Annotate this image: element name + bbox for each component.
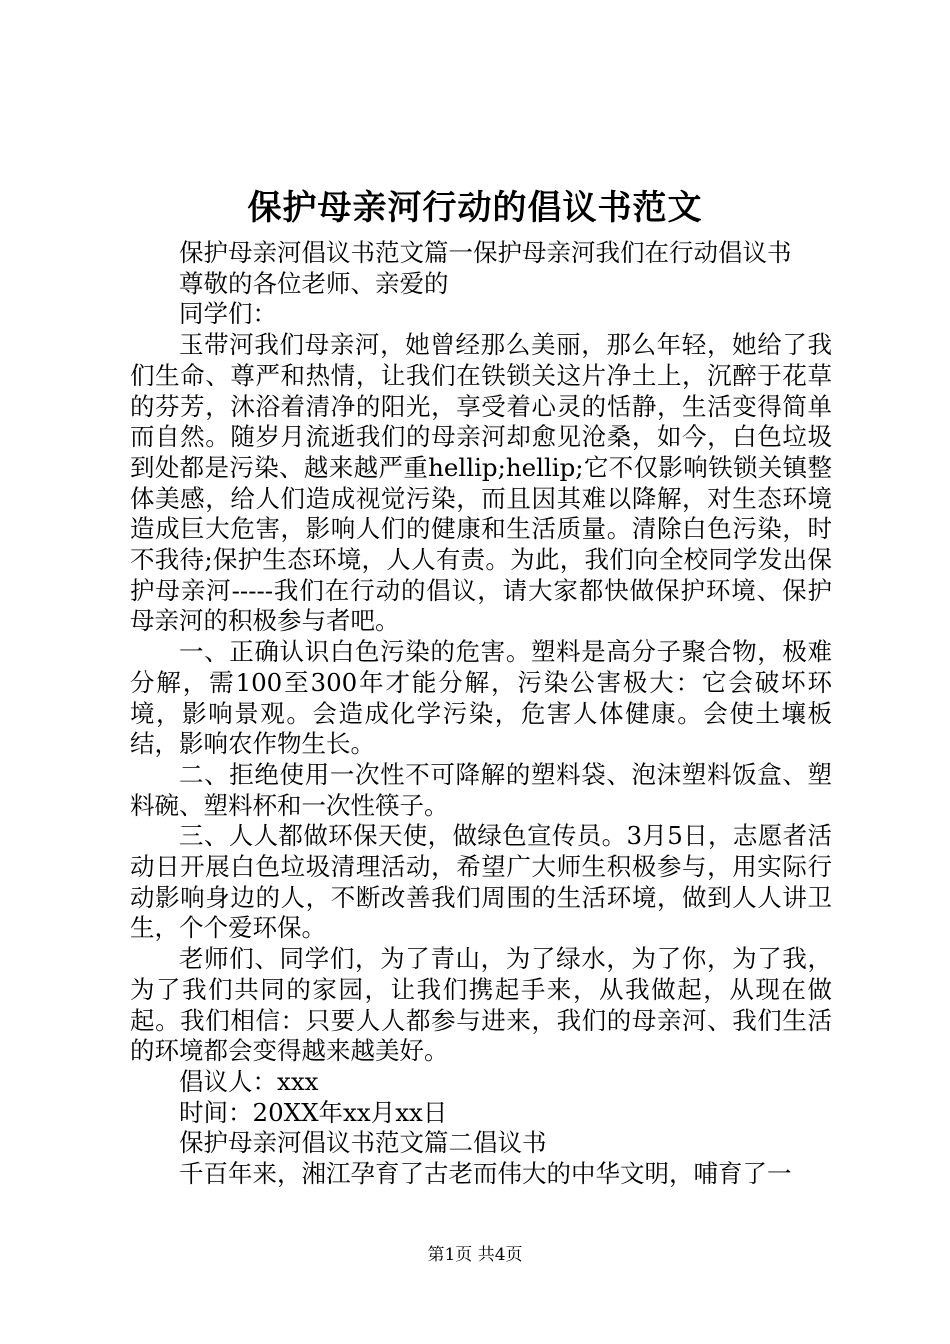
paragraph-section-2-body: 千百年来，湘江孕育了古老而伟大的中华文明，哺育了一: [179, 1159, 792, 1189]
paragraph-date: 时间：20XX年xx月xx日: [179, 1097, 448, 1127]
paragraph-point-3: 三、人人都做环保天使，做绿色宣传员。3月5日，志愿者活动日开展白色垃圾清理活动，希望广大师生积极参与，用实际行动影响身边的人，不断改善我们周围的生活环境，做到人人讲卫生，个个爱环保。: [130, 821, 832, 943]
page-footer: 第1页 共4页: [427, 1245, 523, 1265]
paragraph-point-1: 一、正确认识白色污染的危害。塑料是高分子聚合物，极难分解，需100至300年才能分解，污染公害极大：它会破坏环境，影响景观。会造成化学污染，危害人体健康。会使土壤板结，影响农作物生长。: [130, 637, 832, 759]
paragraph-salutation-2: 同学们：: [179, 299, 277, 329]
paragraph-signer: 倡议人：xxx: [179, 1066, 319, 1096]
paragraph-intro: 保护母亲河倡议书范文篇一保护母亲河我们在行动倡议书: [179, 238, 792, 267]
paragraph-point-2: 二、拒绝使用一次性不可降解的塑料袋、泡沫塑料饭盒、塑料碗、塑料杯和一次性筷子。: [130, 759, 832, 820]
document-body: [130, 238, 832, 1190]
paragraph-salutation: 尊敬的各位老师、亲爱的: [179, 268, 449, 298]
paragraph-closing: 老师们、同学们，为了青山，为了绿水，为了你，为了我，为了我们共同的家园，让我们携起手来，从我做起，从现在做起。我们相信：只要人人都参与进来，我们的母亲河、我们生活的环境都会变得越来越美好。: [130, 944, 832, 1066]
paragraph-body-1: 玉带河我们母亲河，她曾经那么美丽，那么年轻，她给了我们生命、尊严和热情，让我们在铁锁关这片净土上，沉醉于花草的芬芳，沐浴着清净的阳光，享受着心灵的恬静，生活变得简单而自然。随岁月流逝我们的母亲河却愈见沧桑，如今，白色垃圾到处都是污染、越来越严重hellip;hellip;它不仅影响铁锁关镇整体美感，给人们造成视觉污染，而且因其难以降解，对生态环境造成巨大危害，影响人们的健康和生活质量。清除白色污染，时不我待;保护生态环境，人人有责。为此，我们向全校同学发出保护母亲河-----我们在行动的倡议，请大家都快做保护环境、保护母亲河的积极参与者吧。: [130, 330, 832, 636]
paragraph-section-2-title: 保护母亲河倡议书范文篇二倡议书: [179, 1128, 547, 1158]
document-title: 保护母亲河行动的倡议书范文: [247, 188, 703, 228]
